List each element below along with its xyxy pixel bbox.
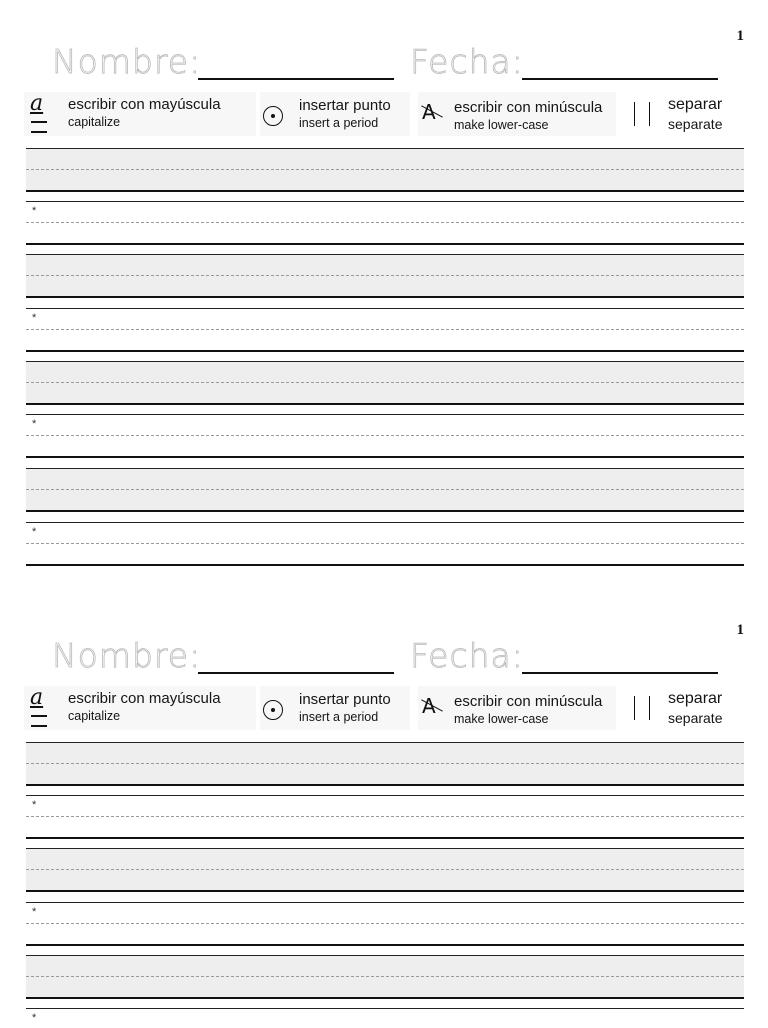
- date-label: Fecha:: [410, 636, 524, 675]
- legend-capitalize-es: escribir con mayúscula: [68, 690, 221, 707]
- legend-lowercase-en: make lower-case: [454, 118, 549, 132]
- legend-lowercase-es: escribir con minúscula: [454, 99, 603, 116]
- legend-capitalize-es: escribir con mayúscula: [68, 96, 221, 113]
- separate-bars-icon: [634, 696, 650, 720]
- slashed-a-icon: A: [422, 100, 436, 124]
- legend-capitalize-en: capitalize: [68, 709, 121, 723]
- legend-period-en: insert a period: [299, 116, 379, 130]
- writing-line[interactable]: [26, 1008, 744, 1028]
- proofreading-legend: [24, 686, 744, 736]
- legend-capitalize: [24, 686, 256, 730]
- legend-period-en: insert a period: [299, 710, 379, 724]
- star-marker: *: [32, 418, 37, 430]
- legend-period-es: insertar punto: [299, 691, 391, 708]
- star-marker: *: [32, 312, 37, 324]
- legend-capitalize-en: capitalize: [68, 115, 121, 129]
- circled-period-icon: [263, 106, 283, 126]
- slashed-a-icon: A: [422, 694, 436, 718]
- legend-lowercase-en: make lower-case: [454, 712, 549, 726]
- legend-period: [260, 92, 410, 136]
- legend-period: [260, 686, 410, 730]
- page-number: 1: [736, 622, 744, 638]
- star-marker: *: [32, 205, 37, 217]
- capitalize-icon: a: [30, 91, 44, 116]
- name-field-line[interactable]: [198, 78, 394, 80]
- writing-line[interactable]: [26, 201, 744, 243]
- date-field-line[interactable]: [522, 78, 718, 80]
- legend-separate-es: separar: [668, 96, 723, 113]
- star-marker: *: [32, 799, 37, 811]
- proofreading-legend: [24, 92, 744, 142]
- legend-lowercase: [418, 92, 616, 136]
- writing-line[interactable]: [26, 308, 744, 350]
- writing-line-shaded[interactable]: [26, 361, 744, 403]
- legend-lowercase-es: escribir con minúscula: [454, 693, 603, 710]
- star-marker: *: [32, 526, 37, 538]
- writing-line-shaded[interactable]: [26, 148, 744, 190]
- legend-separate: [630, 92, 744, 136]
- name-label: Nombre:: [52, 636, 202, 675]
- star-marker: *: [32, 1012, 37, 1024]
- capitalize-icon: a: [30, 685, 44, 710]
- name-field-line[interactable]: [198, 672, 394, 674]
- legend-separate-es: separar: [668, 690, 723, 707]
- writing-line[interactable]: [26, 522, 744, 564]
- separate-bars-icon: [634, 102, 650, 126]
- legend-separate-en: separate: [668, 116, 723, 132]
- writing-line-shaded[interactable]: [26, 848, 744, 890]
- writing-line[interactable]: [26, 795, 744, 837]
- legend-separate-en: separate: [668, 710, 723, 726]
- circled-period-icon: [263, 700, 283, 720]
- legend-lowercase: [418, 686, 616, 730]
- header-fields: [52, 42, 732, 86]
- writing-line[interactable]: [26, 414, 744, 456]
- triple-underline-icon: [31, 121, 47, 133]
- date-label: Fecha:: [410, 42, 524, 81]
- writing-line-shaded[interactable]: [26, 468, 744, 510]
- date-field-line[interactable]: [522, 672, 718, 674]
- writing-line[interactable]: [26, 902, 744, 944]
- header-fields: [52, 636, 732, 680]
- writing-line-shaded[interactable]: [26, 742, 744, 784]
- legend-capitalize: [24, 92, 256, 136]
- triple-underline-icon: [31, 715, 47, 727]
- page-number: 1: [736, 28, 744, 44]
- legend-period-es: insertar punto: [299, 97, 391, 114]
- writing-line-shaded[interactable]: [26, 955, 744, 997]
- legend-separate: [630, 686, 744, 730]
- writing-line-shaded[interactable]: [26, 254, 744, 296]
- star-marker: *: [32, 906, 37, 918]
- name-label: Nombre:: [52, 42, 202, 81]
